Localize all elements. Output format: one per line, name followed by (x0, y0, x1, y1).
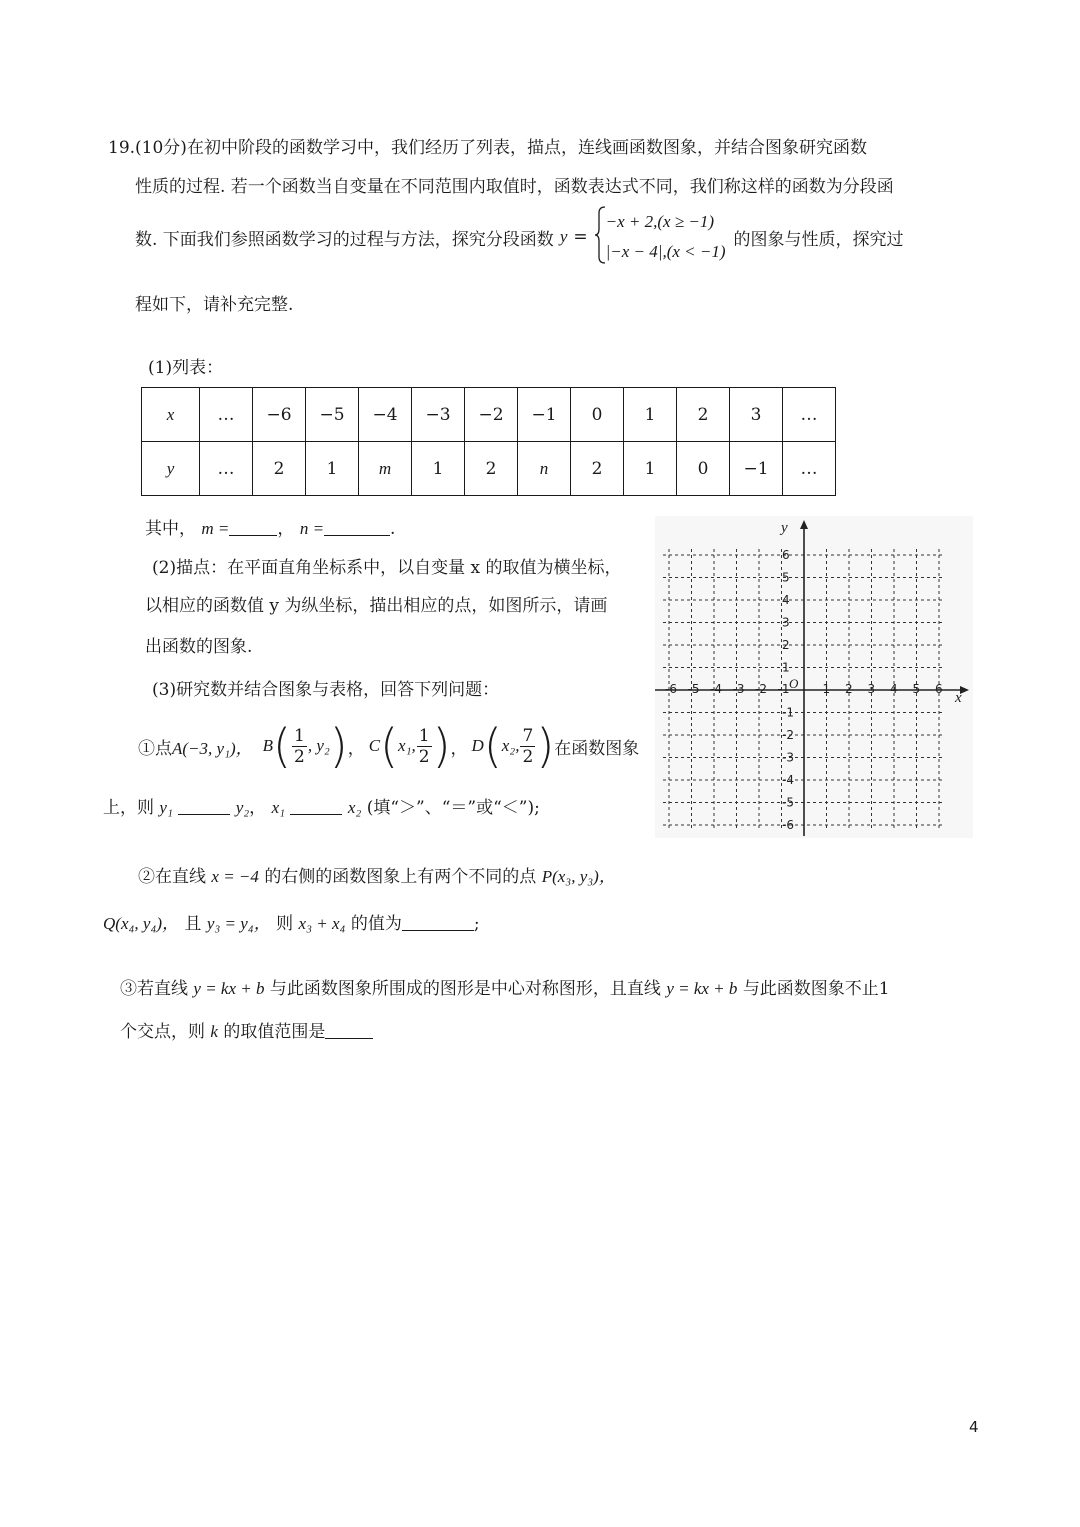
y-tick-label: 2 (782, 638, 790, 652)
part2-line-2: 以相应的函数值 y 为纵坐标，描出相应的点，如图所示，请画 (145, 596, 608, 616)
table-cell: m (359, 442, 412, 496)
x-tick-label: 6 (935, 682, 943, 696)
table-cell: −4 (359, 388, 412, 442)
y-tick-label: 3 (782, 615, 790, 630)
y-tick-label: 1 (782, 660, 790, 675)
function-y: y (559, 227, 568, 246)
question-line-4: 程如下，请补充完整. (135, 295, 294, 315)
table-cell: 2 (253, 442, 306, 496)
value-table (141, 387, 836, 496)
m-answer-blank[interactable] (229, 517, 277, 536)
table-x-label: x (142, 388, 200, 442)
piecewise-brace (594, 205, 606, 270)
x-tick-label: -6 (665, 682, 677, 696)
y-tick-label: -6 (782, 818, 794, 832)
table-cell: … (200, 442, 253, 496)
piecewise-cases (606, 207, 726, 267)
y-axis-label: y (781, 520, 788, 536)
part3-q1-line-1: ①点 A(−3, y₁)， B ( $\frac{1}{2}$ , y₂ ) ， C ( x₁, $\frac{1}{2}$ ) ， D ( x₂, $\frac{7}{2}$ ) 在函数图象 (138, 719, 640, 773)
question-score: (10分) (135, 138, 187, 158)
question-number: 19. (108, 138, 136, 158)
x-tick-label: -2 (755, 682, 767, 696)
x-tick-label: 1 (822, 682, 831, 696)
compare-y-blank[interactable] (178, 796, 230, 815)
coordinate-grid (655, 516, 973, 838)
page-number: 4 (969, 1418, 979, 1436)
table-cell: 1 (412, 442, 465, 496)
question-line-3: 数. 下面我们参照函数学习的过程与方法，探究分段函数 y = −x + 2,(x ≥ −1) |−x − 4|,(x < −1) 的图象与性质，探究过 (135, 207, 904, 267)
table-cell: −1 (518, 388, 571, 442)
question-line-1: 19.(10分)在初中阶段的函数学习中，我们经历了列表，描点，连线画函数图象，并结合图象研究函数 (108, 138, 867, 158)
part3-q1-line-2: 上，则 y₁ y₂， x₁ x₂ (填“＞”、“＝”或“＜”); (103, 798, 540, 818)
part1-answer: 其中， m = ， n = . (145, 519, 396, 539)
fraction: $\frac{1}{2}$ (293, 725, 305, 767)
part3-q2-line-2: Q(x₄, y₄)， 且 y₃ = y₄， 则 x₃ + x₄ 的值为 ; (103, 914, 480, 934)
table-y-label: y (142, 442, 200, 496)
table-cell: 1 (624, 388, 677, 442)
x-tick-label: 3 (867, 682, 876, 696)
table-cell: −2 (465, 388, 518, 442)
table-cell: −3 (412, 388, 465, 442)
fraction: $\frac{1}{2}$ (418, 725, 430, 767)
y-tick-label: -1 (782, 705, 794, 720)
table-cell: −6 (253, 388, 306, 442)
x-tick-label: 5 (912, 682, 921, 696)
x-tick-label: -3 (732, 682, 745, 696)
table-cell: n (518, 442, 571, 496)
fraction: $\frac{7}{2}$ (522, 725, 534, 767)
y-tick-label: 5 (782, 570, 790, 585)
k-range-blank[interactable] (325, 1020, 373, 1039)
y-tick-label: -5 (782, 795, 794, 810)
x-tick-label: -5 (687, 682, 700, 696)
n-answer-blank[interactable] (324, 517, 390, 536)
y-tick-label: -3 (782, 750, 794, 765)
x-tick-label: 2 (845, 682, 853, 696)
part3-q2-line-1: ②在直线 x = −4 的右侧的函数图象上有两个不同的点 P(x₃, y₃)， (138, 867, 616, 887)
sum-answer-blank[interactable] (402, 912, 474, 931)
piece-1: −x + 2,(x ≥ −1) (605, 212, 715, 231)
y-tick-label: 6 (782, 548, 790, 562)
part2-line-3: 出函数的图象. (145, 637, 253, 657)
table-cell: 0 (677, 442, 730, 496)
part3-q3-line-1: ③若直线 y = kx + b 与此函数图象所围成的图形是中心对称图形，且直线 y = kx + b 与此函数图象不止1 (120, 979, 890, 999)
part1-title: (1)列表： (148, 358, 224, 378)
y-tick-label: -4 (782, 773, 794, 787)
x-tick-label: -1 (777, 682, 790, 696)
part3-q3-line-2: 个交点，则 k 的取值范围是 (120, 1017, 373, 1042)
piece-2: |−x − 4|,(x < −1) (605, 242, 726, 261)
x-axis-label: x (955, 690, 962, 706)
table-cell: … (200, 388, 253, 442)
part2-line-1: (2)描点：在平面直角坐标系中，以自变量 x 的取值为横坐标， (152, 558, 622, 578)
y-tick-label: 4 (782, 593, 790, 607)
part3-title: (3)研究数并结合图象与表格，回答下列问题： (152, 680, 500, 700)
grid-background (655, 516, 973, 838)
table-cell: −1 (730, 442, 783, 496)
question-line-2: 性质的过程. 若一个函数当自变量在不同范围内取值时，函数表达式不同，我们称这样的函数为分段函 (135, 177, 894, 197)
table-cell: −5 (306, 388, 359, 442)
y-tick-label: -2 (782, 728, 794, 742)
compare-x-blank[interactable] (290, 796, 342, 815)
x-tick-label: 4 (890, 682, 898, 696)
table-cell: 3 (730, 388, 783, 442)
origin-label: O (789, 676, 799, 691)
table-row (142, 388, 836, 442)
table-row (142, 442, 836, 496)
table-cell: 1 (306, 442, 359, 496)
table-cell: 2 (571, 442, 624, 496)
table-cell: 0 (571, 388, 624, 442)
table-cell: 1 (624, 442, 677, 496)
table-cell: … (783, 388, 836, 442)
table-cell: … (783, 442, 836, 496)
x-tick-label: -4 (710, 682, 722, 696)
table-cell: 2 (677, 388, 730, 442)
table-cell: 2 (465, 442, 518, 496)
